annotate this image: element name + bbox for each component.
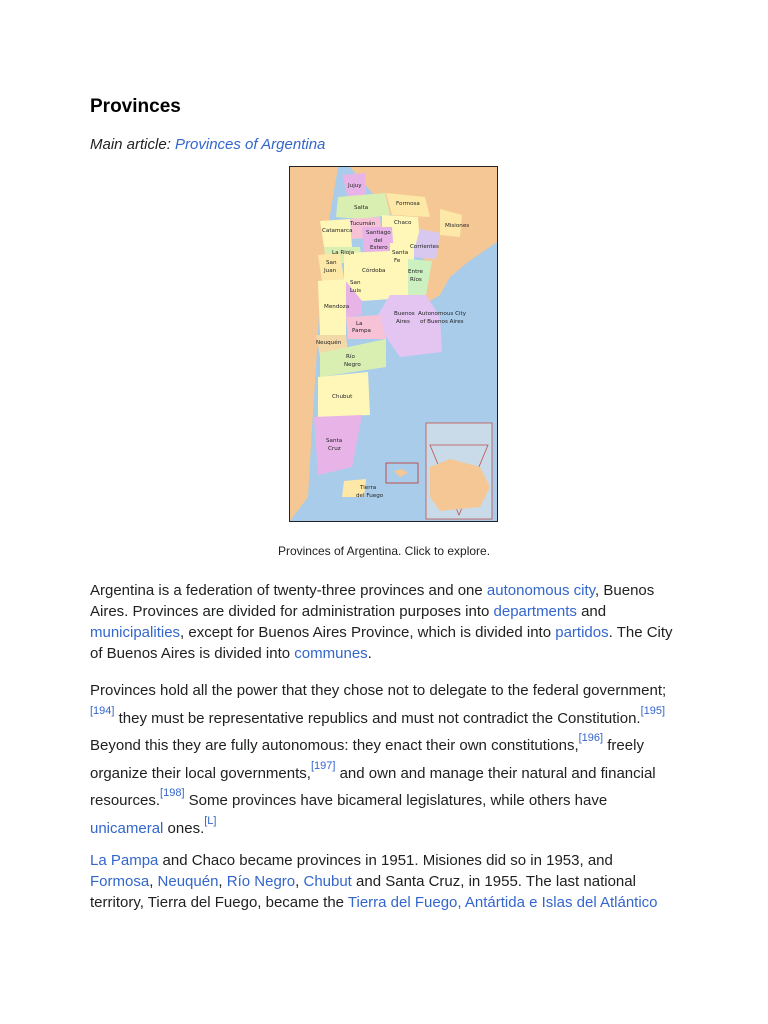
paragraph-province-history: La Pampa and Chaco became provinces in 1951. Misiones did so in 1953, and Formosa, Neuquén, Río Negro, Chubut and Santa Cruz, in 1955. The last national territory, Tierra del Fuego, became the Tierra del Fuego, Antártida e Islas del Atlántico: [90, 852, 658, 911]
link-unicameral[interactable]: unicameral: [90, 819, 164, 837]
link-communes[interactable]: communes: [294, 645, 368, 662]
hatnote-prefix: Main article:: [90, 136, 176, 153]
map-label: La: [356, 321, 363, 327]
link-formosa[interactable]: Formosa: [90, 873, 150, 890]
map-label: Fe: [394, 258, 401, 264]
map-label: Catamarca: [322, 228, 353, 234]
link-autonomous-city[interactable]: autonomous city: [486, 582, 596, 599]
map-label: Tucumán: [350, 221, 376, 227]
map-label: La Rioja: [332, 250, 355, 256]
citation-194[interactable]: [194]: [90, 704, 115, 717]
map-label: Ríos: [410, 277, 422, 283]
map-label: Córdoba: [362, 268, 386, 274]
map-label: Formosa: [396, 201, 420, 207]
map-label: Luis: [350, 288, 362, 294]
map-label: Corrientes: [410, 244, 439, 250]
map-label: San: [326, 260, 337, 266]
main-article-hatnote: [90, 136, 325, 153]
link-municipalities[interactable]: municipalities: [90, 624, 181, 641]
link-departments[interactable]: departments: [493, 603, 577, 620]
link-chubut[interactable]: Chubut: [303, 873, 352, 890]
citation-197[interactable]: [197]: [310, 759, 336, 772]
map-label: Santa: [326, 438, 343, 444]
link-partidos[interactable]: partidos: [555, 624, 609, 641]
paragraph-provincial-powers: Provinces hold all the power that they chose not to delegate to the federal government;[194] they must be representative republics and must not contradict the Constitution.[195] Beyond this they are fully autonomous: they enact their own constitutions,[196] freely organize their local governments,[197] and own and manage their natural and financial resources.[198] Some provinces have bicameral legislatures, while others have unicameral ones.[L]: [90, 682, 667, 837]
map-label: Aires: [396, 319, 410, 325]
map-label: Pampa: [352, 328, 371, 334]
map-label: Misiones: [445, 223, 470, 229]
citation-198[interactable]: [198]: [160, 787, 185, 799]
note-L[interactable]: [L]: [204, 814, 217, 827]
map-label: Entre: [408, 269, 423, 275]
citation-195[interactable]: [195]: [640, 704, 666, 717]
paragraph-federation: Argentina is a federation of twenty-three provinces and one autonomous city, Buenos Aires. Provinces are divided for administration purposes into departments and municipalities, except for Buenos Aires Province, which is divided into partidos. The City of Buenos Aires is divided into communes.: [90, 582, 673, 662]
link-tierra-del-fuego-province[interactable]: Tierra del Fuego, Antártida e Islas del Atlántico: [347, 894, 658, 911]
map-label: Estero: [370, 245, 388, 251]
map-label: Santa: [392, 250, 409, 256]
figure-caption: Provinces of Argentina. Click to explore.: [277, 544, 491, 558]
map-label: Autonomous City: [418, 311, 467, 317]
map-label: Salta: [354, 205, 369, 211]
map-label: Negro: [344, 362, 361, 368]
provinces-map[interactable]: [289, 166, 498, 522]
map-label: of Buenos Aires: [420, 319, 464, 325]
map-label: San: [350, 280, 361, 286]
province-sanjuan[interactable]: [318, 253, 344, 281]
map-label: Jujuy: [348, 183, 362, 189]
map-label: Tierra: [360, 485, 377, 491]
province-lapampa[interactable]: [346, 315, 386, 339]
map-label: Santiago: [366, 230, 391, 236]
map-label: Buenos: [394, 311, 415, 317]
citation-196[interactable]: [196]: [578, 732, 604, 744]
map-label: Cruz: [328, 446, 341, 452]
map-label: del: [374, 238, 383, 244]
map-label: Chubut: [332, 394, 353, 400]
map-label: Río: [346, 354, 355, 360]
map-label: Mendoza: [324, 304, 350, 310]
map-label: Neuquén: [316, 340, 342, 346]
section-heading: Provinces: [90, 96, 181, 117]
map-label: Chaco: [394, 220, 412, 226]
provinces-map-image[interactable]: [290, 167, 497, 521]
main-article-link[interactable]: Provinces of Argentina: [175, 136, 326, 153]
map-label: Juan: [324, 268, 337, 274]
link-rio-negro[interactable]: Río Negro: [226, 873, 296, 890]
link-neuquen[interactable]: Neuquén: [157, 873, 219, 890]
link-la-pampa[interactable]: La Pampa: [90, 852, 159, 869]
map-label: del Fuego: [356, 493, 384, 499]
